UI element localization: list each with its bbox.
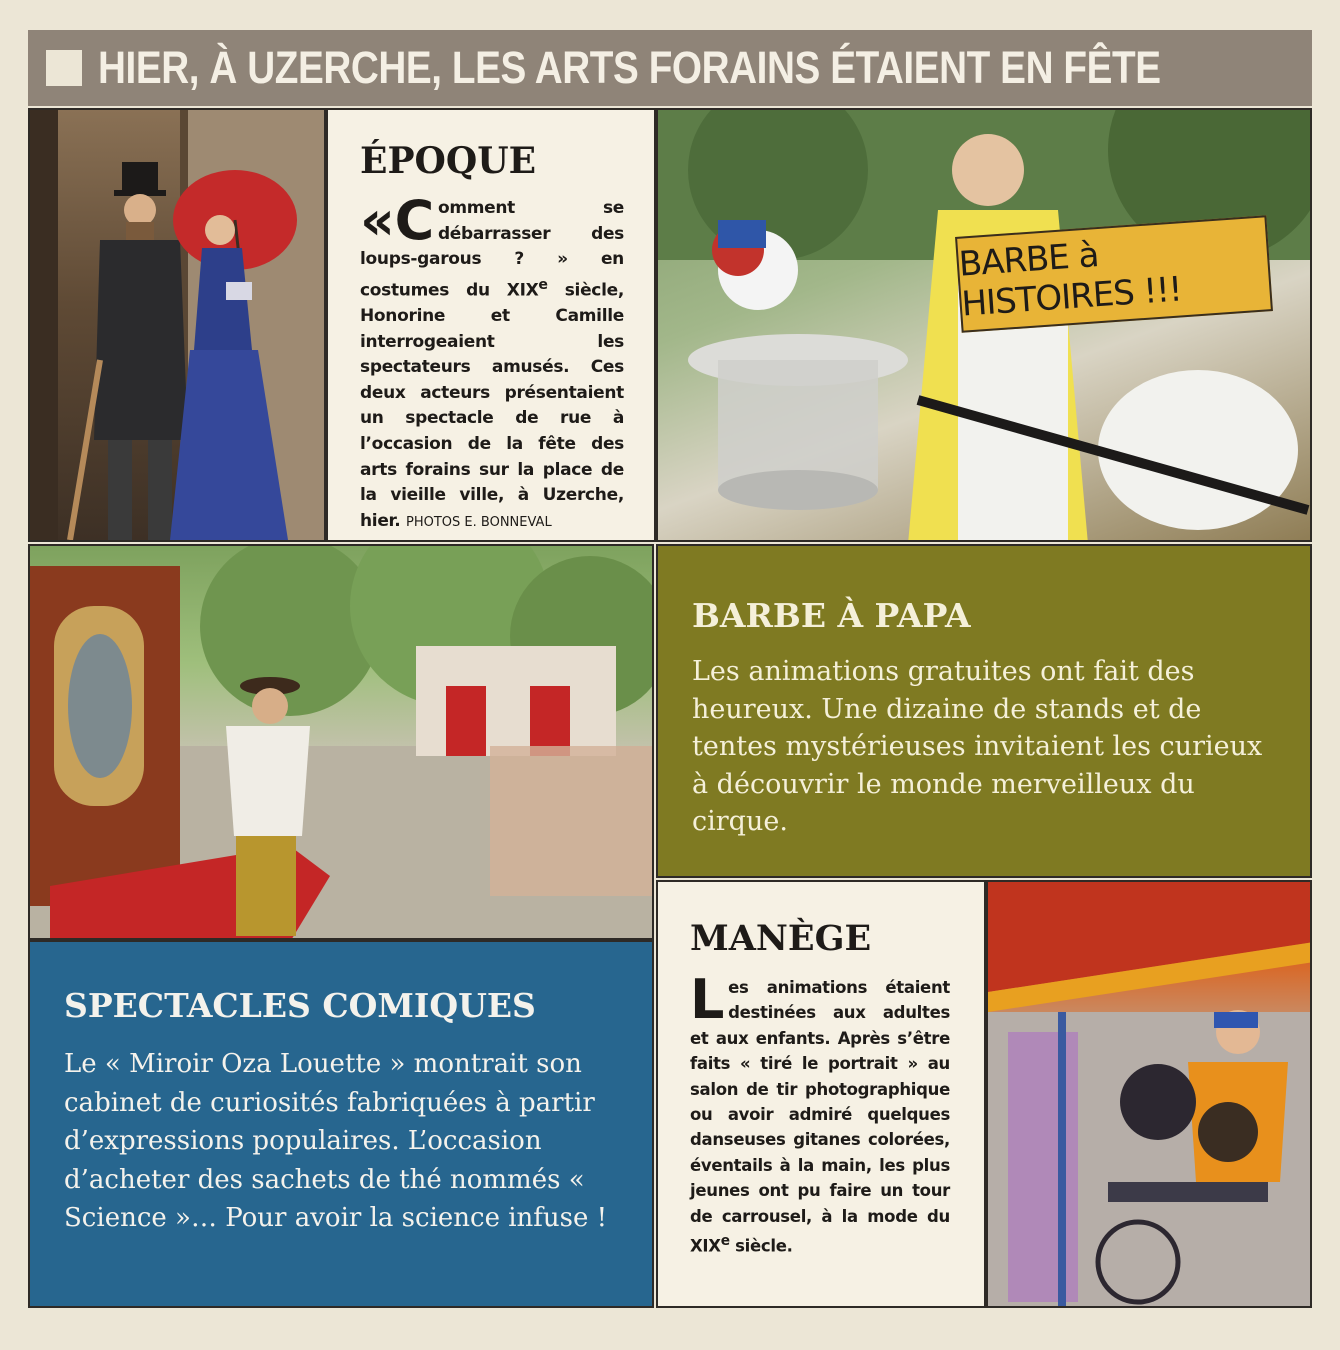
costumed-actors-illustration: [30, 110, 326, 542]
epoque-dropcap-letter: C: [394, 189, 434, 252]
manege-text-1: es animations étaient destinées aux adultes et aux enfants. Après s’être faits « tiré le portrait » au salon de tir photographique ou avoir admiré quelques danseuses gitanes colorées, éventails à la main, les plus jeunes ont pu faire un tour de carrousel, à la mode du XIX: [690, 978, 950, 1256]
header-square-bullet-icon: [46, 50, 82, 86]
epoque-body: [360, 189, 624, 535]
photo-credit: PHOTOS E. BONNEVAL: [406, 514, 552, 530]
manege-heading: MANÈGE: [690, 918, 872, 959]
barbe-histoires-sign: BARBE à HISTOIRES !!!: [955, 215, 1273, 333]
photo-carousel: [986, 880, 1312, 1308]
manege-text-2: siècle.: [729, 1236, 793, 1256]
photo-street-performer: [28, 544, 654, 940]
manege-superscript: e: [720, 1233, 730, 1250]
epoque-text-2: siècle, Honorine et Camille interrogeaient les spectateurs amusés. Ces deux acteurs présentaient un spectacle de rue à l’occasion de la fête des arts forains sur la place de la vieille ville, à Uzerche, hier.: [360, 280, 624, 531]
epoque-caption-panel: [326, 108, 656, 542]
photo-costumed-actors: [28, 108, 326, 542]
epoque-dropcap: [360, 189, 434, 252]
article-title: HIER, À UZERCHE, LES ARTS FORAINS ÉTAIENT EN FÊTE: [98, 42, 1161, 93]
street-performer-illustration: [30, 546, 654, 940]
spectacles-body: Le « Miroir Oza Louette » montrait son cabinet de curiosités fabriquées à partir d’expressions populaires. L’occasion d’acheter des sachets de thé nommés « Science »… Pour avoir la science infuse !: [64, 1049, 608, 1233]
spectacles-comiques-panel: [28, 940, 654, 1308]
barbe-body: Les animations gratuites ont fait des heureux. Une dizaine de stands et de tentes mystérieuses invitaient les curieux à découvrir le monde merveilleux du cirque.: [692, 656, 1263, 837]
manege-caption-panel: [656, 880, 986, 1308]
barbe-heading: BARBE À PAPA: [692, 596, 971, 635]
manege-body: [690, 968, 950, 1259]
epoque-superscript: e: [538, 276, 548, 293]
carousel-illustration: [988, 882, 1312, 1308]
article-header: [28, 30, 1312, 106]
epoque-quote-mark: «: [360, 189, 395, 252]
epoque-text-1: omment se débarrasser des loups-garous ? » en costumes du XIX: [360, 198, 624, 301]
spectacles-heading: SPECTACLES COMIQUES: [64, 986, 536, 1025]
barbe-a-papa-panel: [656, 544, 1312, 878]
epoque-heading: ÉPOQUE: [360, 140, 537, 182]
manege-dropcap: L: [690, 968, 725, 1031]
